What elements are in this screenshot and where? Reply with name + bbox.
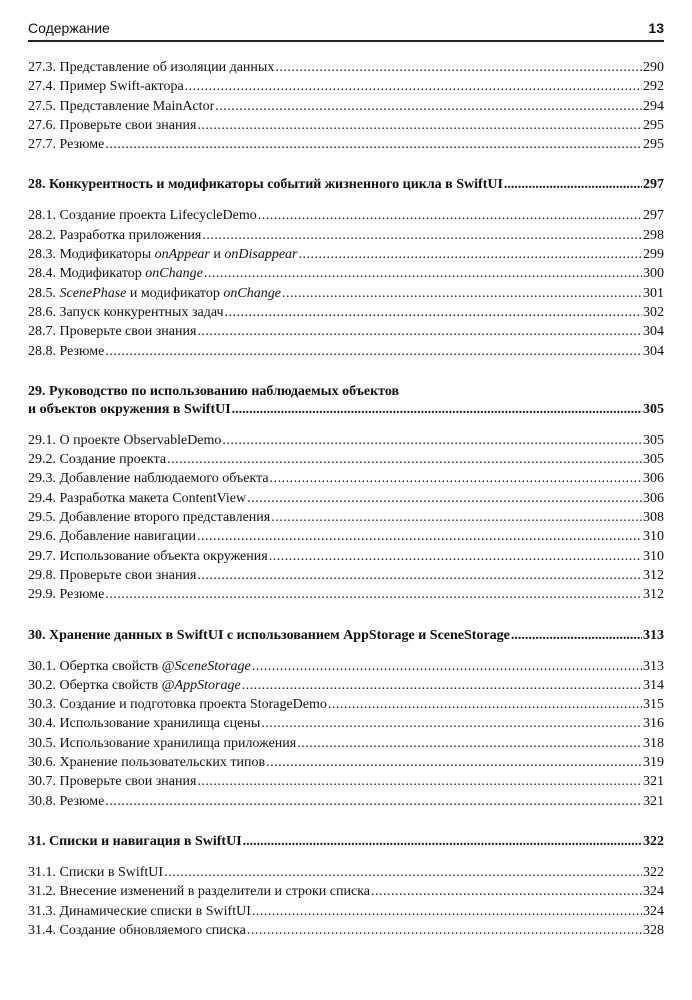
dot-leader (225, 303, 642, 322)
toc-entry-label (28, 695, 327, 714)
toc-entry-label (28, 245, 298, 264)
toc-entry-text: О проекте ObservableDemo (59, 432, 222, 448)
toc-entry-page: 300 (643, 266, 664, 282)
toc-entry-page: 319 (643, 755, 664, 771)
dot-leader (328, 695, 642, 714)
chapter-page: 297 (643, 177, 664, 193)
toc-entry[interactable] (28, 431, 664, 450)
toc-entry[interactable] (28, 657, 664, 676)
toc-entry-page: 299 (643, 247, 664, 263)
dot-leader (204, 264, 642, 283)
toc-entry-page: 310 (643, 548, 664, 564)
dot-leader (269, 547, 642, 566)
toc-entry[interactable] (28, 245, 664, 264)
toc-entry-label (28, 753, 265, 772)
toc-entry[interactable] (28, 882, 664, 901)
toc-entry-number: 29.5. (28, 510, 60, 526)
toc-entry-text: Резюме (59, 137, 105, 153)
chapter-heading[interactable] (28, 176, 664, 194)
dot-leader (164, 863, 642, 882)
toc-entry-label (28, 116, 196, 135)
toc-entry-text: Модификаторы (59, 247, 155, 263)
header-page-number: 13 (648, 20, 664, 36)
toc-entry-number: 30.1. (28, 658, 60, 674)
dot-leader (232, 401, 642, 419)
toc-entry-page: 315 (643, 697, 664, 713)
dot-leader (185, 77, 642, 96)
toc-entry[interactable] (28, 734, 664, 753)
toc-entry-number: 30.8. (28, 793, 60, 809)
toc-entry-number: 27.5. (28, 98, 60, 114)
toc-entry-number: 28.2. (28, 227, 60, 243)
toc-entry[interactable] (28, 206, 664, 225)
toc-entry[interactable] (28, 902, 664, 921)
toc-entry-code-term: onChange (145, 266, 203, 282)
table-of-contents (28, 58, 664, 940)
dot-leader (167, 450, 642, 469)
toc-entry-page: 312 (643, 567, 664, 583)
toc-entry-label (28, 902, 251, 921)
toc-entry-label (28, 135, 104, 154)
dot-leader (252, 902, 642, 921)
toc-entry[interactable] (28, 508, 664, 527)
toc-entry-text: Разработка макета ContentView (59, 490, 247, 506)
toc-entry[interactable] (28, 450, 664, 469)
toc-entry-number: 30.5. (28, 735, 60, 751)
toc-entry-number: 28.5. (28, 285, 60, 301)
toc-entry-number: 29.7. (28, 548, 60, 564)
toc-entry-number: 28.7. (28, 324, 60, 340)
toc-entry-label (28, 657, 251, 676)
dot-leader (271, 508, 642, 527)
toc-entry[interactable] (28, 921, 664, 940)
dot-leader (247, 921, 642, 940)
toc-entry-page: 324 (643, 884, 664, 900)
toc-entry-number: 29.6. (28, 529, 60, 545)
toc-entry-code-term: @SceneStorage (161, 658, 251, 674)
toc-entry-text: Обертка свойств (59, 658, 162, 674)
dot-leader (105, 135, 642, 154)
toc-entry-label (28, 206, 257, 225)
toc-entry[interactable] (28, 676, 664, 695)
toc-entry-text: Резюме (59, 587, 105, 603)
toc-entry-label (28, 566, 196, 585)
toc-entry-label (28, 882, 370, 901)
toc-entry-page: 322 (643, 864, 664, 880)
toc-entry[interactable] (28, 792, 664, 811)
toc-entry-label (28, 342, 104, 361)
toc-entry-label (28, 547, 268, 566)
toc-entry-page: 304 (643, 343, 664, 359)
toc-entry-text: Добавление наблюдаемого объекта (59, 471, 269, 487)
toc-entry-text: Добавление второго представления (59, 510, 271, 526)
toc-entry[interactable] (28, 695, 664, 714)
toc-entry-text: Использование объекта окружения (59, 548, 268, 564)
toc-entry-text: Модификатор (59, 266, 146, 282)
toc-entry-label (28, 714, 260, 733)
dot-leader (197, 566, 642, 585)
toc-entry-page: 321 (643, 774, 664, 790)
toc-entry[interactable] (28, 566, 664, 585)
toc-entry-page: 313 (643, 658, 664, 674)
toc-entry-text: Проверьте свои знания (59, 774, 197, 790)
dot-leader (197, 527, 642, 546)
toc-entry-label (28, 226, 201, 245)
dot-leader (215, 97, 642, 116)
dot-leader (270, 469, 642, 488)
toc-entry-text: Обертка свойств (59, 677, 162, 693)
toc-entry-label (28, 303, 224, 322)
toc-entry-code-term: @AppStorage (161, 677, 241, 693)
dot-leader (299, 245, 643, 264)
toc-entry-page: 316 (643, 716, 664, 732)
toc-entry-page: 305 (643, 452, 664, 468)
toc-entry-number: 30.7. (28, 774, 60, 790)
dot-leader (275, 58, 642, 77)
toc-entry-number: 29.4. (28, 490, 60, 506)
toc-entry-code-term: onChange (223, 285, 281, 301)
toc-entry-code-term: onAppear (154, 247, 210, 263)
toc-entry-text: Резюме (59, 343, 105, 359)
toc-entry-page: 321 (643, 793, 664, 809)
toc-entry-text: Создание проекта LifecycleDemo (59, 208, 257, 224)
toc-entry[interactable] (28, 284, 664, 303)
chapter-block (28, 627, 664, 811)
toc-entry-page: 295 (643, 117, 664, 133)
toc-entry-number: 28.1. (28, 208, 60, 224)
toc-entry-text: Проверьте свои знания (59, 324, 197, 340)
toc-entry[interactable] (28, 863, 664, 882)
toc-entry[interactable] (28, 58, 664, 77)
toc-entry-label (28, 58, 274, 77)
toc-entry-text: Создание и подготовка проекта StorageDemo (59, 697, 327, 713)
dot-leader (266, 753, 642, 772)
toc-entry-number: 30.4. (28, 716, 60, 732)
toc-entry-number: 27.6. (28, 117, 60, 133)
chapter-block (28, 833, 664, 940)
toc-entry-page: 324 (643, 903, 664, 919)
dot-leader (105, 585, 642, 604)
toc-entry-label (28, 77, 184, 96)
dot-leader (504, 176, 642, 194)
toc-entry-page: 292 (643, 79, 664, 95)
toc-entry-text: Хранение пользовательских типов (59, 755, 266, 771)
toc-entry[interactable] (28, 264, 664, 283)
toc-entry-page: 301 (643, 285, 664, 301)
dot-leader (243, 833, 642, 851)
toc-entry-page: 312 (643, 587, 664, 603)
toc-entry-text: Динамические списки в SwiftUI (59, 903, 251, 919)
toc-entry-number: 28.6. (28, 304, 60, 320)
toc-entry-page: 328 (643, 922, 664, 938)
toc-entry-page: 290 (643, 60, 664, 75)
toc-entry-label (28, 97, 214, 116)
toc-entry-text: Использование хранилища сцены (59, 716, 261, 732)
toc-entry-page: 306 (643, 471, 664, 487)
toc-entry-number: 31.3. (28, 903, 60, 919)
toc-entry-text: Списки в SwiftUI (59, 864, 164, 880)
toc-entry-label (28, 792, 104, 811)
chapter-heading[interactable] (28, 627, 664, 645)
toc-entry-text: Добавление навигации (59, 529, 196, 545)
dot-leader (197, 772, 642, 791)
toc-entry-number: 27.3. (28, 60, 60, 75)
toc-entry-text: Внесение изменений в разделители и строки списка (59, 884, 371, 900)
toc-entry-page: 302 (643, 304, 664, 320)
toc-entry[interactable] (28, 714, 664, 733)
toc-entry-page: 294 (643, 98, 664, 114)
chapter-block (28, 383, 664, 605)
toc-entry[interactable] (28, 322, 664, 341)
toc-entry-code-term: onDisappear (224, 247, 298, 263)
toc-entry-text: и модификатор (126, 285, 224, 301)
header-title: Содержание (28, 20, 110, 36)
toc-entry-number: 29.3. (28, 471, 60, 487)
toc-entry-number: 30.3. (28, 697, 60, 713)
toc-entry[interactable] (28, 303, 664, 322)
dot-leader (222, 431, 642, 450)
toc-entry-code-term: ScenePhase (59, 285, 127, 301)
toc-entry-number: 28.3. (28, 247, 60, 263)
toc-entry-label (28, 264, 203, 283)
dot-leader (282, 284, 642, 303)
dot-leader (105, 342, 642, 361)
toc-entry-number: 28.8. (28, 343, 60, 359)
toc-entry-label (28, 284, 281, 303)
toc-entry-number: 29.9. (28, 587, 60, 603)
toc-entry-text: Проверьте свои знания (59, 567, 197, 583)
toc-entry-page: 306 (643, 490, 664, 506)
dot-leader (247, 489, 642, 508)
toc-entry-page: 314 (643, 677, 664, 693)
toc-entry-number: 29.2. (28, 452, 60, 468)
toc-entry-label (28, 431, 221, 450)
chapter-page: 305 (643, 401, 664, 417)
toc-entry[interactable] (28, 226, 664, 245)
toc-entry[interactable] (28, 753, 664, 772)
toc-entry-text: Представление MainActor (59, 98, 215, 114)
dot-leader (297, 734, 642, 753)
page-header (28, 20, 664, 42)
toc-entry-label (28, 585, 104, 604)
chapter-block (28, 176, 664, 360)
toc-entry-page: 297 (643, 208, 664, 224)
dot-leader (261, 714, 642, 733)
toc-entry-text: Резюме (59, 793, 105, 809)
toc-entry-label (28, 863, 163, 882)
toc-entry-label (28, 322, 196, 341)
toc-entry-page: 304 (643, 324, 664, 340)
toc-entry[interactable] (28, 116, 664, 135)
chapter-title: 31. Списки и навигация в SwiftUI (28, 833, 242, 849)
toc-entry-page: 310 (643, 529, 664, 545)
toc-entry-number: 31.2. (28, 884, 60, 900)
toc-entry-text: Пример Swift-актора (59, 79, 184, 95)
dot-leader (371, 882, 642, 901)
dot-leader (202, 226, 642, 245)
toc-entry-label (28, 734, 296, 753)
toc-entry-number: 29.1. (28, 432, 60, 448)
toc-entry-page: 298 (643, 227, 664, 243)
chapter-page: 313 (643, 627, 664, 643)
toc-entry-text: и (209, 247, 225, 263)
toc-entry-text: Представление об изоляции данных (59, 60, 275, 75)
dot-leader (258, 206, 642, 225)
dot-leader (242, 676, 642, 695)
toc-entry-number: 31.1. (28, 864, 60, 880)
toc-entry-label (28, 508, 270, 527)
dot-leader (197, 322, 642, 341)
toc-entry-text: Создание проекта (59, 452, 167, 468)
toc-entry[interactable] (28, 585, 664, 604)
toc-entry[interactable] (28, 97, 664, 116)
toc-entry-page: 308 (643, 510, 664, 526)
toc-entry[interactable] (28, 547, 664, 566)
toc-entry-label (28, 450, 166, 469)
toc-entry-text: Разработка приложения (59, 227, 202, 243)
toc-entry-label (28, 527, 196, 546)
toc-entry-number: 29.8. (28, 567, 60, 583)
toc-entry-number: 30.2. (28, 677, 60, 693)
toc-entry[interactable] (28, 489, 664, 508)
toc-entry[interactable] (28, 342, 664, 361)
toc-entry-page: 295 (643, 137, 664, 153)
toc-entry-number: 30.6. (28, 755, 60, 771)
chapter-title: 30. Хранение данных в SwiftUI с использованием AppStorage и SceneStorage (28, 627, 510, 643)
toc-entry-number: 31.4. (28, 922, 60, 938)
dot-leader (252, 657, 642, 676)
toc-entry-page: 305 (643, 432, 664, 448)
chapter-heading[interactable] (28, 833, 664, 851)
toc-entry-label (28, 676, 241, 695)
toc-entry-text: Запуск конкурентных задач (59, 304, 224, 320)
toc-entry[interactable] (28, 77, 664, 96)
toc-entry-number: 28.4. (28, 266, 60, 282)
toc-entry-page: 318 (643, 735, 664, 751)
chapter-heading[interactable] (28, 401, 664, 419)
toc-entry[interactable] (28, 527, 664, 546)
chapter-title: и объектов окружения в SwiftUI (28, 401, 231, 417)
dot-leader (511, 627, 642, 645)
toc-entry-label (28, 772, 196, 791)
toc-entry-label (28, 489, 246, 508)
toc-entry[interactable] (28, 135, 664, 154)
toc-entry-label (28, 469, 269, 488)
toc-entry-label (28, 921, 246, 940)
toc-entry-text: Создание обновляемого списка (59, 922, 246, 938)
dot-leader (197, 116, 642, 135)
chapter-title: 28. Конкурентность и модификаторы событий жизненного цикла в SwiftUI (28, 177, 503, 193)
dot-leader (105, 792, 642, 811)
toc-entry-number: 27.4. (28, 79, 60, 95)
chapter-title-line: 29. Руководство по использованию наблюдаемых объектов (28, 383, 400, 399)
toc-entry-text: Проверьте свои знания (59, 117, 197, 133)
toc-entry[interactable] (28, 772, 664, 791)
toc-entry[interactable] (28, 469, 664, 488)
chapter-page: 322 (643, 833, 664, 849)
toc-entry-number: 27.7. (28, 137, 60, 153)
toc-entry-text: Использование хранилища приложения (59, 735, 297, 751)
